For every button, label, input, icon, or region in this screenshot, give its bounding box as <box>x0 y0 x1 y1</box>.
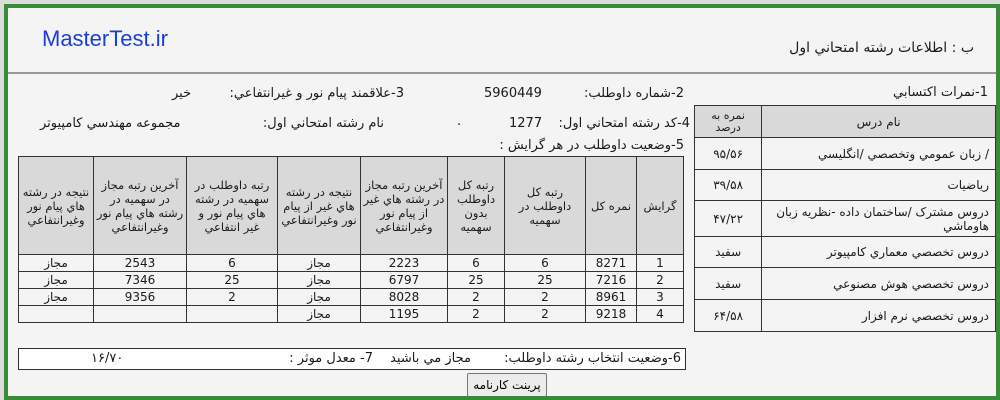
cell <box>19 306 94 323</box>
status-header-no-quota-rank: رتبه کل داوطلب بدون سهميه <box>448 157 505 255</box>
course-name: / زبان عمومي وتخصصي /انگليسي <box>762 138 996 170</box>
status-header-result: نتيجه در رشته هاي غير از پيام نور وغيرانتفاعي <box>278 157 361 255</box>
cell: 6797 <box>361 272 448 289</box>
course-name: دروس تخصصي هوش مصنوعي <box>762 268 996 300</box>
status-table <box>18 156 684 323</box>
cell: 1195 <box>361 306 448 323</box>
payam-noor-interest-label: 3-علاقمند پيام نور و غيرانتفاعي: <box>229 86 404 101</box>
cell: مجاز <box>19 272 94 289</box>
status-header-quota-rank: رتبه کل داوطلب در سهميه <box>505 157 586 255</box>
table-row <box>695 300 996 332</box>
course-score: ۳۹/۵۸ <box>695 170 762 201</box>
table-row <box>695 201 996 237</box>
exam-name-label: نام رشته امتحاني اول: <box>262 116 384 131</box>
course-name: دروس تخصصي معماري کامپيوتر <box>762 237 996 268</box>
selection-summary <box>18 348 686 370</box>
cell: 2 <box>637 272 684 289</box>
cell: 8271 <box>586 255 637 272</box>
table-row <box>19 306 684 323</box>
course-name: رياضيات <box>762 170 996 201</box>
table-row <box>695 237 996 268</box>
status-header-pn-quota-rank: رتبه داوطلب در سهميه در رشته هاي پيام نور و غير انتفاعي <box>187 157 278 255</box>
cell <box>187 306 278 323</box>
cell: 25 <box>505 272 586 289</box>
print-report-button[interactable]: پرينت کارنامه <box>467 373 547 397</box>
cell: 7216 <box>586 272 637 289</box>
gpa-label: 7- معدل موثر : <box>289 351 373 366</box>
status-header-pn-last-allowed-rank: آخرين رتبه مجاز در سهميه در رشته هاي پيام نور وغيرانتفاعي <box>94 157 187 255</box>
cell <box>94 306 187 323</box>
cell: 4 <box>637 306 684 323</box>
course-name: دروس تخصصي نرم افزار <box>762 300 996 332</box>
selection-status-label: 6-وضعيت انتخاب رشته داوطلب: <box>504 351 681 366</box>
course-score: ۶۴/۵۸ <box>695 300 762 332</box>
cell: 2 <box>448 306 505 323</box>
section-title: ب : اطلاعات رشته امتحاني اول <box>789 40 974 56</box>
cell: 6 <box>187 255 278 272</box>
scores-table <box>694 105 996 332</box>
table-row <box>695 138 996 170</box>
cell: 3 <box>637 289 684 306</box>
cell: 2 <box>448 289 505 306</box>
cell: 2 <box>187 289 278 306</box>
cell: 2543 <box>94 255 187 272</box>
scores-header-course: نام درس <box>762 106 996 138</box>
cell: مجاز <box>278 289 361 306</box>
divider <box>8 72 996 74</box>
cell: مجاز <box>278 255 361 272</box>
status-header-orientation: گرايش <box>637 157 684 255</box>
course-score: سفيد <box>695 237 762 268</box>
cell: 9218 <box>586 306 637 323</box>
cell: 8961 <box>586 289 637 306</box>
cell: 1 <box>637 255 684 272</box>
scores-header-percent: نمره به درصد <box>695 106 762 138</box>
cell: مجاز <box>19 255 94 272</box>
course-score: سفيد <box>695 268 762 300</box>
cell: 6 <box>448 255 505 272</box>
separator-dot: . <box>457 114 462 129</box>
applicant-number-label: 2-شماره داوطلب: <box>583 86 684 101</box>
cell: 6 <box>505 255 586 272</box>
gpa-value: ۱۶/۷۰ <box>91 351 124 366</box>
cell: 25 <box>448 272 505 289</box>
cell: 2223 <box>361 255 448 272</box>
cell: 25 <box>187 272 278 289</box>
exam-name-value: مجموعه مهندسي کامپيوتر <box>40 116 181 131</box>
applicant-number-value: 5960449 <box>484 86 542 101</box>
status-section-title: 5-وضعيت داوطلب در هر گرايش : <box>499 138 684 153</box>
status-header-pn-result: نتيجه در رشته هاي پيام نور وغيرانتفاعي <box>19 157 94 255</box>
table-row <box>19 255 684 272</box>
table-row <box>19 289 684 306</box>
table-row <box>695 268 996 300</box>
course-score: ۴۷/۲۲ <box>695 201 762 237</box>
exam-code-label: 4-کد رشته امتحاني اول: <box>558 116 690 131</box>
status-header-total-score: نمره کل <box>586 157 637 255</box>
scores-section-title: 1-نمرات اکتسابي <box>893 85 988 100</box>
cell: مجاز <box>278 306 361 323</box>
course-score: ۹۵/۵۶ <box>695 138 762 170</box>
table-row <box>19 272 684 289</box>
cell: مجاز <box>19 289 94 306</box>
cell: 2 <box>505 289 586 306</box>
selection-status-value: مجاز مي باشيد <box>390 351 471 366</box>
watermark-text: MasterTest.ir <box>42 26 168 51</box>
payam-noor-interest-value: خير <box>172 86 192 101</box>
table-row <box>695 170 996 201</box>
exam-code-value: 1277 <box>509 116 543 131</box>
status-header-last-allowed-rank: آخرين رتبه مجاز در رشته هاي غير از پيام نور وغيرانتفاعي <box>361 157 448 255</box>
course-name: دروس مشترک /ساختمان داده -نظريه زبان هاوماشي <box>762 201 996 237</box>
cell: 8028 <box>361 289 448 306</box>
cell: 9356 <box>94 289 187 306</box>
report-card-frame <box>4 4 1000 400</box>
cell: 7346 <box>94 272 187 289</box>
cell: مجاز <box>278 272 361 289</box>
cell: 2 <box>505 306 586 323</box>
